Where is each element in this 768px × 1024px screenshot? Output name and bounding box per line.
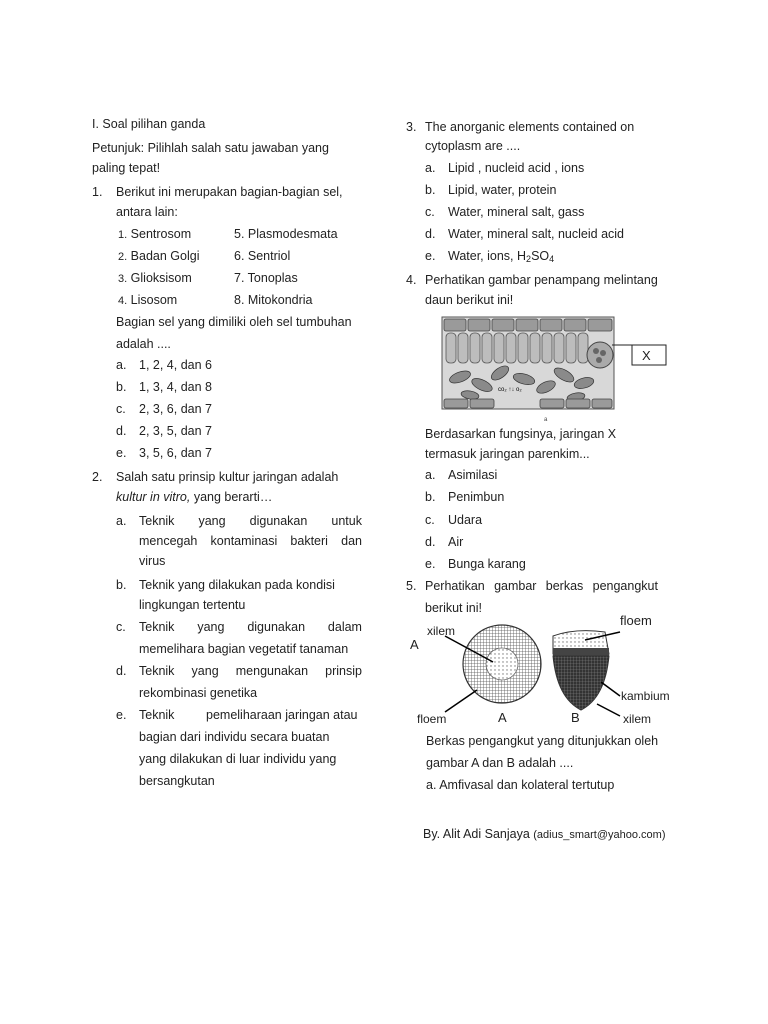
q1-list-item: 5. Plasmodesmata	[234, 227, 338, 241]
q2-option-c-line1: Teknik yang digunakan dalam	[139, 620, 362, 634]
q5-stem-1: Perhatikan gambar berkas pengangkut	[425, 579, 658, 593]
q2-option-a-line1: Teknik yang digunakan untuk	[139, 514, 362, 528]
q4-option-text: Udara	[448, 513, 483, 527]
q1-option-text: 2, 3, 6, dan 7	[139, 402, 212, 416]
q4-option-letter: d.	[425, 535, 436, 549]
q4-option-letter: a.	[425, 468, 436, 482]
q5-answer-option-a: a. Amfivasal dan kolateral tertutup	[426, 778, 615, 792]
q4-option-letter: e.	[425, 557, 436, 571]
q4-number: 4.	[406, 273, 417, 287]
q2-option-b-line1: Teknik yang dilakukan pada kondisi	[139, 578, 335, 592]
q3-option-letter: e.	[425, 249, 436, 263]
q5-number: 5.	[406, 579, 417, 593]
q5-question-2: gambar A dan B adalah ....	[426, 756, 574, 770]
q2-option-a-line2: mencegah kontaminasi bakteri dan	[139, 534, 362, 548]
section-title: I. Soal pilihan ganda	[92, 117, 206, 131]
q3-option-letter: a.	[425, 161, 436, 175]
q2-option-b-line2: lingkungan tertentu	[139, 598, 246, 612]
q2-stem-1: Salah satu prinsip kultur jaringan adalah	[116, 470, 339, 484]
instruction-line-1: Petunjuk: Pilihlah salah satu jawaban yang	[92, 141, 329, 155]
q3-option-text: Lipid, water, protein	[448, 183, 557, 197]
q3-option-text: Lipid , nucleid acid , ions	[448, 161, 585, 175]
q2-option-e-line2: bagian dari individu secara buatan	[139, 730, 330, 744]
q2-option-e-line3: yang dilakukan di luar individu yang	[139, 752, 337, 766]
label-kambium: kambium	[621, 689, 670, 703]
q1-list-item: 1. Sentrosom	[118, 227, 192, 241]
q1-stem-2: antara lain:	[116, 205, 178, 219]
q1-option-text: 1, 2, 4, dan 6	[139, 358, 212, 372]
q1-option-letter: e.	[116, 446, 127, 460]
q1-option-text: 3, 5, 6, dan 7	[139, 446, 212, 460]
q2-option-d-line1: Teknik yang mengunakan prinsip	[139, 664, 362, 678]
q2-option-e-line1: pemeliharaan jaringan atau	[206, 708, 358, 722]
label-b: B	[571, 710, 580, 725]
q1-list-item: 8. Mitokondria	[234, 293, 313, 307]
label-xilem-a: xilem	[427, 624, 456, 638]
q4-stem-1: Perhatikan gambar penampang melintang	[425, 273, 658, 287]
q2-option-c-line2: memelihara bagian vegetatif tanaman	[139, 642, 349, 656]
q5-question-1: Berkas pengangkut yang ditunjukkan oleh	[426, 734, 659, 748]
q1-option-letter: a.	[116, 358, 127, 372]
q5-stem-2: berikut ini!	[425, 601, 482, 615]
q4-question-1: Berdasarkan fungsinya, jaringan X	[425, 427, 617, 441]
gas-exchange-label: co₂ ↑↓ o₂	[498, 387, 522, 393]
q4-question-2: termasuk jaringan parenkim...	[425, 447, 590, 461]
q4-option-letter: c.	[425, 513, 435, 527]
q1-list-item: 7. Tonoplas	[234, 271, 298, 285]
q2-option-letter: c.	[116, 620, 126, 634]
label-x: X	[642, 348, 651, 363]
q1-question-1: Bagian sel yang dimiliki oleh sel tumbuhan	[116, 315, 352, 329]
q2-stem-2: kultur in vitro, yang berarti…	[116, 490, 273, 504]
q2-option-e-line4: bersangkutan	[139, 774, 215, 788]
label-floem-b: floem	[620, 613, 652, 628]
author-line: By. Alit Adi Sanjaya (adius_smart@yahoo.com)	[423, 827, 666, 841]
q2-option-e-word: Teknik	[139, 708, 175, 722]
q4-option-text: Air	[448, 535, 464, 549]
q2-option-d-line2: rekombinasi genetika	[139, 686, 258, 700]
vascular-bundle-figure	[405, 612, 680, 730]
q2-option-letter: b.	[116, 578, 127, 592]
label-a: A	[410, 637, 419, 652]
q3-option-text: Water, mineral salt, gass	[448, 205, 585, 219]
q2-option-a-line3: virus	[139, 554, 166, 568]
q3-option-letter: d.	[425, 227, 436, 241]
label-a-bottom: A	[498, 710, 507, 725]
q3-option-letter: b.	[425, 183, 436, 197]
q3-stem-2: cytoplasm are ....	[425, 139, 521, 153]
q1-option-letter: b.	[116, 380, 127, 394]
leaf-cross-section-figure	[440, 315, 670, 425]
q3-stem-1: The anorganic elements contained on	[425, 120, 635, 134]
figure-small-label: a	[544, 417, 548, 423]
q1-stem-1: Berikut ini merupakan bagian-bagian sel,	[116, 185, 343, 199]
q2-option-letter: a.	[116, 514, 127, 528]
q1-option-letter: d.	[116, 424, 127, 438]
q3-option-text: Water, mineral salt, nucleid acid	[448, 227, 625, 241]
label-floem-a: floem	[417, 712, 447, 726]
q3-number: 3.	[406, 120, 417, 134]
q2-number: 2.	[92, 470, 103, 484]
q2-option-letter: e.	[116, 708, 127, 722]
q4-option-letter: b.	[425, 490, 436, 504]
q4-option-text: Asimilasi	[448, 468, 498, 482]
q1-question-2: adalah ....	[116, 337, 171, 351]
q3-option-text: Water, ions, $H_2SO_4$	[448, 249, 555, 264]
q4-option-text: Bunga karang	[448, 557, 526, 571]
instruction-line-2: paling tepat!	[92, 161, 161, 175]
q1-list-item: 3. Glioksisom	[118, 271, 192, 285]
q1-option-text: 2, 3, 5, dan 7	[139, 424, 212, 438]
q1-option-text: 1, 3, 4, dan 8	[139, 380, 212, 394]
q4-option-text: Penimbun	[448, 490, 505, 504]
q1-number: 1.	[92, 185, 103, 199]
label-xilem-b: xilem	[623, 712, 652, 726]
q1-list-item: 4. Lisosom	[118, 293, 178, 307]
q1-list-item: 2. Badan Golgi	[118, 249, 200, 263]
q1-list-item: 6. Sentriol	[234, 249, 291, 263]
q4-stem-2: daun berikut ini!	[425, 293, 514, 307]
q1-option-letter: c.	[116, 402, 126, 416]
q3-option-letter: c.	[425, 205, 435, 219]
q2-option-letter: d.	[116, 664, 127, 678]
